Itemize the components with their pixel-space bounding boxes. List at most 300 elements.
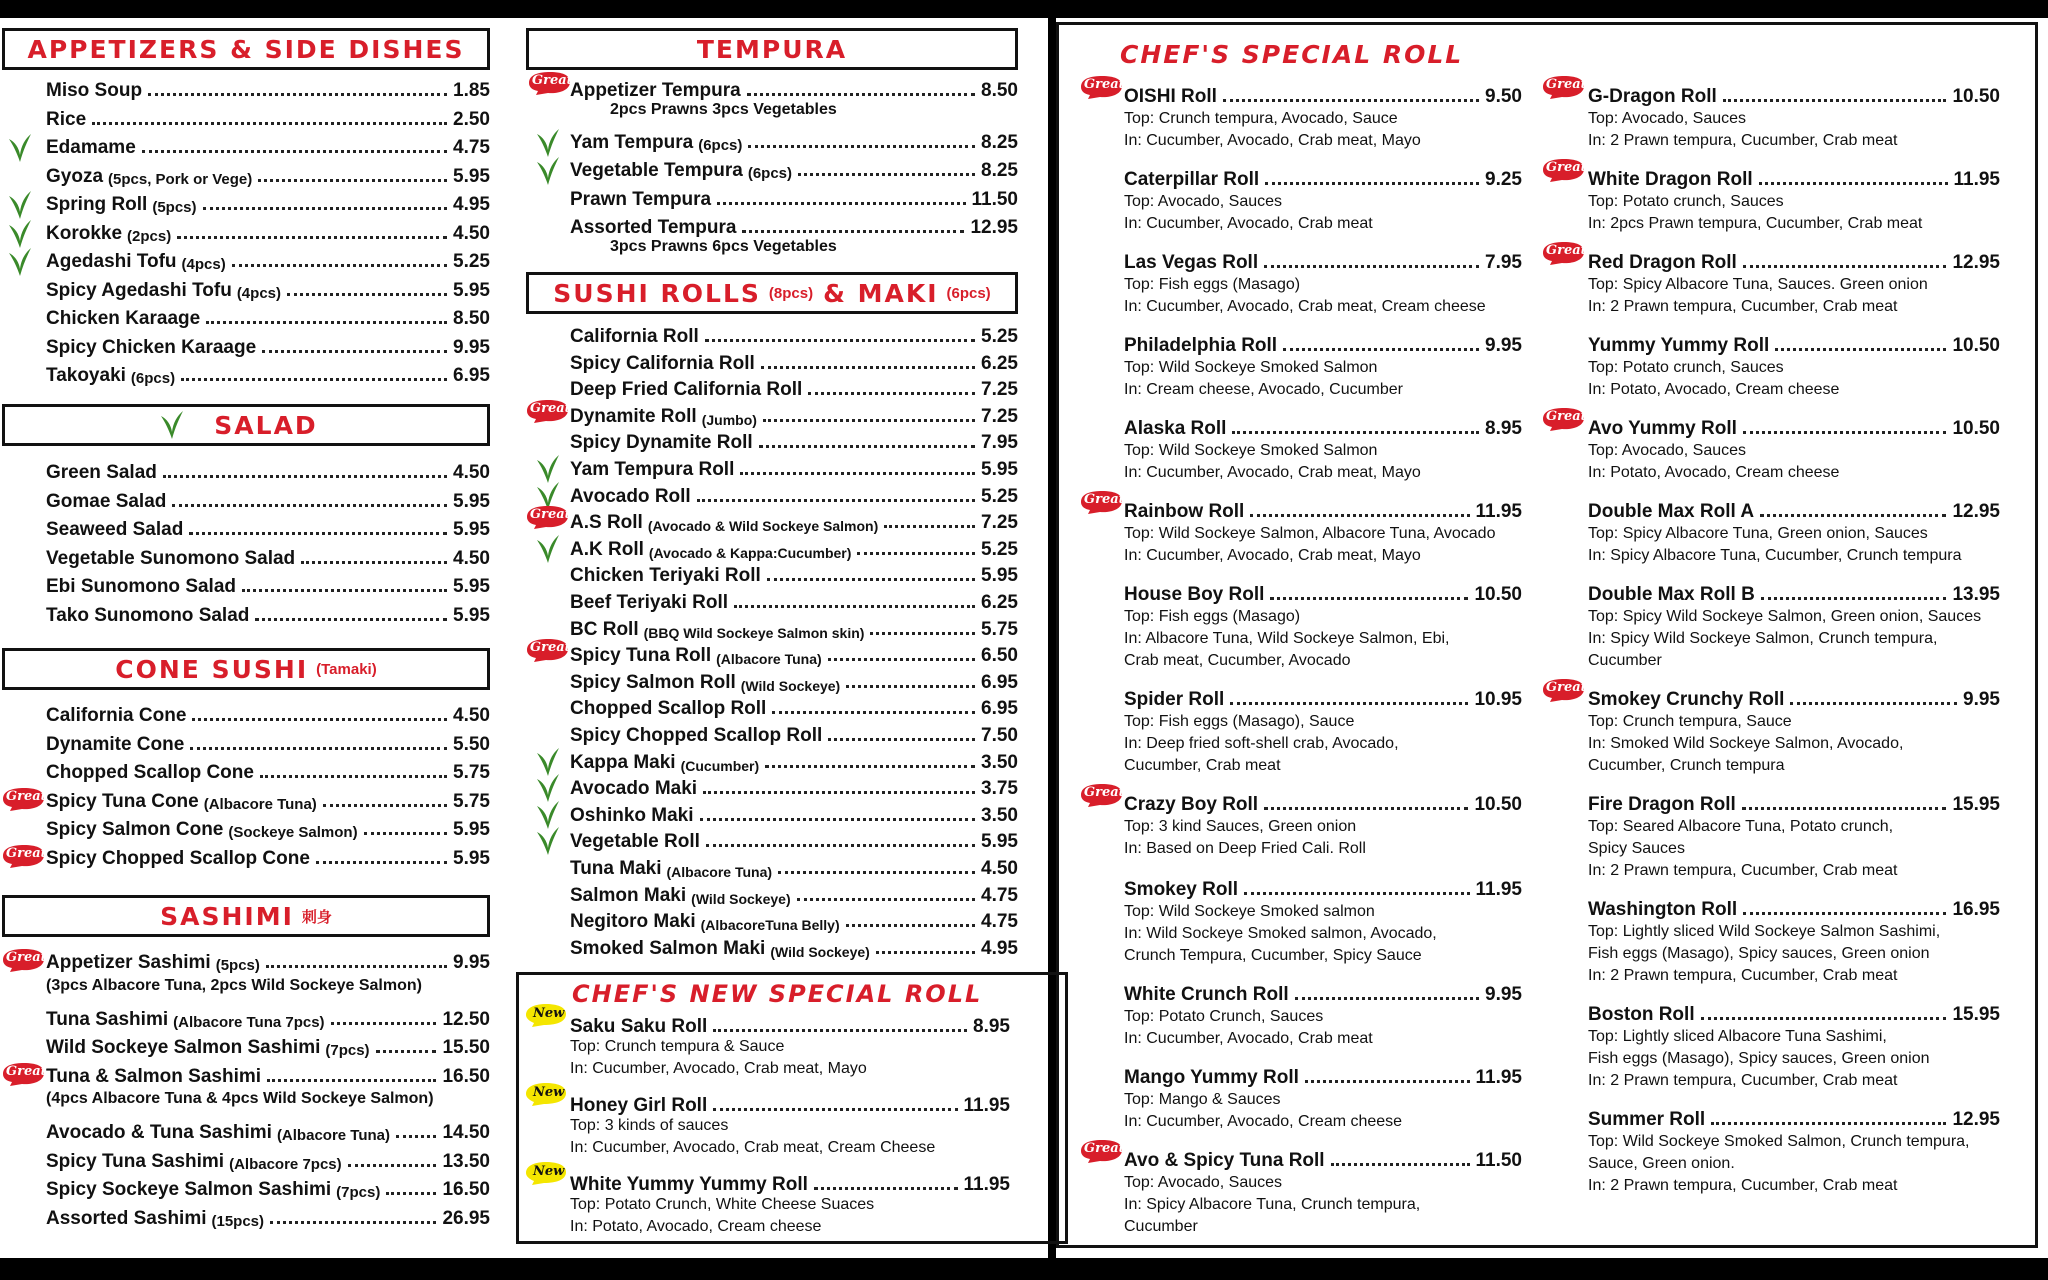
leader-dots — [323, 804, 447, 807]
menu-item — [46, 599, 490, 627]
item-price: 11.95 — [963, 1095, 1010, 1116]
item-filling: Fish eggs (Masago), Spicy sauces, Green onion — [1588, 945, 1930, 962]
item-filling: In: Wild Sockeye Smoked salmon, Avocado, — [1124, 925, 1437, 942]
menu-item — [570, 772, 1018, 800]
item-name: Vegetable Tempura — [570, 160, 743, 181]
item-filling: In: 2 Prawn tempura, Cucumber, Crab meat — [1588, 1177, 1898, 1194]
item-filling: In: 2 Prawn tempura, Cucumber, Crab meat — [1588, 1072, 1898, 1089]
great-badge-label: Great — [530, 400, 571, 416]
leader-dots — [763, 419, 975, 422]
great-badge-icon — [1540, 406, 1586, 432]
sushi-rolls-header — [526, 272, 1018, 314]
great-badge-icon — [1540, 157, 1586, 183]
leader-dots — [1775, 348, 1946, 351]
item-price: 14.50 — [442, 1122, 490, 1143]
leader-dots — [740, 472, 975, 475]
item-price: 12.95 — [1952, 252, 2000, 273]
item-name: Spicy Chopped Scallop Roll — [570, 725, 823, 746]
item-topping: Top: Fish eggs (Masago) — [1124, 276, 1301, 293]
menu-item — [570, 932, 1018, 960]
menu-item — [46, 1145, 490, 1173]
item-price: 5.95 — [453, 519, 490, 540]
item-price: 12.50 — [442, 1008, 490, 1030]
item-name: Crazy Boy Roll — [1124, 794, 1259, 815]
item-name: Oshinko Maki — [570, 804, 694, 826]
menu-item — [46, 245, 490, 273]
menu-item — [46, 946, 490, 974]
leader-dots — [1232, 431, 1479, 434]
item-price: 4.75 — [981, 911, 1018, 933]
great-badge-label: Great — [6, 1063, 47, 1079]
leader-dots — [1223, 99, 1479, 102]
new-badge-label: New — [533, 1164, 565, 1179]
item-name: Spring Roll — [46, 194, 148, 215]
item-price: 13.95 — [1952, 584, 2000, 605]
section-title: SALAD — [214, 410, 318, 440]
special-roll-item — [1124, 788, 1522, 816]
item-note: (5pcs, Pork or Vege) — [108, 170, 253, 188]
menu-item — [570, 559, 1018, 587]
item-filling: In: Cucumber, Avocado, Crab meat — [1124, 215, 1373, 232]
item-name: Tuna Sashimi — [46, 1008, 169, 1030]
leader-dots — [857, 552, 975, 555]
leader-dots — [828, 658, 975, 661]
item-filling: In: Cucumber, Avocado, Crab meat, Mayo — [1124, 464, 1421, 481]
item-filling: Cucumber — [1124, 1218, 1198, 1235]
item-filling: In: Spicy Albacore Tuna, Cucumber, Crunch tempura — [1588, 547, 1962, 564]
leader-dots — [703, 791, 975, 794]
menu-item — [570, 905, 1018, 933]
item-name: Korokke — [46, 222, 123, 244]
item-price: 8.25 — [981, 131, 1018, 153]
item-price: 4.95 — [453, 194, 490, 215]
leader-dots — [190, 747, 447, 750]
menu-item — [570, 183, 1018, 211]
item-filling: In: Smoked Wild Sockeye Salmon, Avocado, — [1588, 735, 1904, 752]
menu-item — [46, 513, 490, 541]
menu-item — [46, 842, 490, 870]
menu-item — [570, 719, 1018, 747]
item-price: 12.95 — [1952, 501, 2000, 522]
great-badge-icon — [1078, 1138, 1124, 1164]
item-note: (Jumbo) — [701, 411, 757, 428]
item-name: Avo Yummy Roll — [1588, 418, 1737, 439]
vegetarian-leaf-icon — [536, 747, 560, 777]
special-roll-item — [1588, 163, 2000, 191]
section-note: & MAKI — [823, 278, 939, 308]
item-filling: In: Spicy Wild Sockeye Salmon, Crunch tempura, — [1588, 630, 1938, 647]
great-badge-label: Great — [1084, 492, 1125, 507]
item-name: Yummy Yummy Roll — [1588, 335, 1770, 356]
item-topping: Top: Crunch tempura, Avocado, Sauce — [1124, 110, 1398, 127]
leader-dots — [242, 589, 447, 592]
great-badge-icon — [1540, 677, 1586, 703]
item-name: Negitoro Maki — [570, 911, 696, 933]
section-title: CONE SUSHI — [115, 654, 309, 684]
menu-item — [570, 746, 1018, 774]
menu-item — [570, 639, 1018, 667]
item-name: Gyoza — [46, 165, 104, 187]
item-note: (Albacore Tuna) — [716, 651, 822, 668]
item-name: Kappa Maki — [570, 751, 676, 773]
item-price: 6.25 — [981, 592, 1018, 613]
special-roll-item — [1588, 1103, 2000, 1131]
item-name: Smokey Crunchy Roll — [1588, 689, 1785, 710]
item-name: Dynamite Roll — [570, 405, 697, 427]
item-filling: In: 2 Prawn tempura, Cucumber, Crab meat — [1588, 132, 1898, 149]
item-price: 10.50 — [1474, 584, 1522, 605]
great-badge-icon — [1540, 240, 1586, 266]
leader-dots — [331, 1022, 437, 1025]
new-badge-label: New — [533, 1006, 565, 1021]
item-note: (Avocado & Wild Sockeye Salmon) — [647, 518, 879, 535]
item-filling: In: Cucumber, Avocado, Crab meat, Cream Cheese — [570, 1139, 936, 1156]
appetizers-header — [2, 28, 490, 70]
menu-item — [46, 274, 490, 302]
great-badge-label: Great — [6, 788, 47, 804]
item-note: (4pcs) — [236, 284, 281, 302]
item-name: Spicy Chopped Scallop Cone — [46, 847, 310, 869]
item-price: 4.75 — [981, 884, 1018, 906]
item-price: 9.95 — [453, 336, 490, 358]
item-name: Appetizer Sashimi — [46, 952, 211, 973]
leader-dots — [376, 1050, 437, 1053]
item-note: (7pcs) — [325, 1042, 370, 1059]
item-name: Chicken Teriyaki Roll — [570, 565, 761, 587]
item-filling: In: Cucumber, Avocado, Crab meat, Mayo — [1124, 547, 1421, 564]
leader-dots — [1701, 1017, 1947, 1020]
item-name: White Dragon Roll — [1588, 169, 1753, 190]
item-price: 16.95 — [1952, 899, 2000, 920]
menu-item — [46, 331, 490, 359]
new-badge-icon — [524, 1081, 568, 1107]
item-note: (Albacore Tuna) — [276, 1127, 391, 1144]
special-roll-item — [1124, 1061, 1522, 1089]
item-filling: In: Potato, Avocado, Cream cheese — [1588, 381, 1840, 398]
leader-dots — [1743, 912, 1946, 915]
item-price: 7.25 — [981, 512, 1018, 534]
item-name: Spicy California Roll — [570, 352, 755, 374]
menu-item — [570, 666, 1018, 694]
menu-item — [46, 1116, 490, 1144]
item-price: 8.25 — [981, 160, 1018, 181]
item-topping: Top: Avocado, Sauces — [1124, 1174, 1283, 1191]
menu-item — [570, 506, 1018, 534]
item-name: California Cone — [46, 705, 187, 726]
item-filling: In: Potato, Avocado, Cream cheese — [570, 1218, 822, 1235]
item-name: Chicken Karaage — [46, 308, 201, 329]
vegetarian-leaf-icon — [536, 800, 560, 830]
leader-dots — [1250, 514, 1469, 517]
item-name: White Crunch Roll — [1124, 984, 1289, 1005]
leader-dots — [364, 832, 447, 835]
item-price: 4.50 — [453, 222, 490, 244]
item-note: (Wild Sockeye) — [740, 677, 841, 694]
item-price: 5.95 — [453, 576, 490, 597]
item-name: Avocado Roll — [570, 485, 691, 507]
item-note: (7pcs) — [336, 1184, 381, 1201]
great-badge-label: Great — [1546, 243, 1587, 258]
item-topping: Top: Wild Sockeye Smoked salmon — [1124, 903, 1375, 920]
item-note: (5pcs) — [215, 957, 260, 974]
item-name: Fire Dragon Roll — [1588, 794, 1736, 815]
item-price: 7.95 — [1485, 252, 1522, 273]
leader-dots — [713, 1108, 957, 1111]
menu-item — [570, 453, 1018, 481]
special-title: CHEF'S SPECIAL ROLL — [1120, 40, 1464, 69]
item-name: Spicy Agedashi Tofu — [46, 279, 232, 301]
section-note: (6pcs) — [946, 284, 991, 302]
leader-dots — [172, 504, 447, 507]
great-badge-label: Great — [1546, 409, 1587, 424]
item-name: Dynamite Cone — [46, 733, 185, 755]
item-name: A.S Roll — [570, 512, 643, 534]
menu-item — [46, 74, 490, 102]
special-roll-item — [1588, 893, 2000, 921]
item-price: 15.50 — [442, 1037, 490, 1058]
item-name: California Roll — [570, 326, 699, 347]
item-filling: In: Deep fried soft-shell crab, Avocado, — [1124, 735, 1399, 752]
new-roll-item — [570, 1089, 1010, 1117]
menu-item — [570, 480, 1018, 508]
menu-item — [570, 692, 1018, 720]
leader-dots — [798, 173, 975, 176]
great-badge-icon — [1540, 74, 1586, 100]
great-badge-icon — [524, 398, 570, 424]
menu-item — [570, 799, 1018, 827]
special-roll-item — [1588, 329, 2000, 357]
item-price: 5.95 — [453, 165, 490, 187]
menu-item — [46, 1173, 490, 1201]
item-price: 5.95 — [453, 279, 490, 301]
leader-dots — [846, 685, 975, 688]
item-name: Spicy Sockeye Salmon Sashimi — [46, 1179, 332, 1200]
item-price: 7.25 — [981, 405, 1018, 427]
leader-dots — [1283, 348, 1479, 351]
new-roll-item — [570, 1010, 1010, 1038]
great-badge-label: Great — [1546, 160, 1587, 175]
leader-dots — [348, 1164, 437, 1167]
leader-dots — [287, 293, 447, 296]
leader-dots — [876, 951, 975, 954]
item-note: (5pcs) — [152, 199, 197, 216]
leader-dots — [192, 718, 447, 721]
item-price: 13.50 — [442, 1150, 490, 1172]
cone-sushi-header — [2, 648, 490, 690]
leader-dots — [765, 765, 975, 768]
tempura-header — [526, 28, 1018, 70]
leader-dots — [267, 1079, 436, 1082]
item-price: 4.50 — [453, 462, 490, 483]
item-topping: Top: 3 kinds of sauces — [570, 1117, 729, 1134]
item-price: 5.95 — [453, 819, 490, 840]
item-price: 4.95 — [981, 937, 1018, 959]
great-badge-icon — [526, 70, 572, 96]
special-roll-item — [1588, 246, 2000, 274]
great-badge-icon — [1078, 782, 1124, 808]
item-note: (AlbacoreTuna Belly) — [700, 917, 840, 934]
item-name: Smoked Salmon Maki — [570, 937, 766, 959]
item-filling: In: Based on Deep Fried Cali. Roll — [1124, 840, 1366, 857]
item-name: Washington Roll — [1588, 899, 1738, 920]
item-name: Yam Tempura Roll — [570, 459, 735, 480]
vegetarian-leaf-icon — [8, 219, 32, 249]
item-name: Prawn Tempura — [570, 188, 712, 210]
great-badge-label: Great — [1084, 785, 1125, 800]
item-price: 6.50 — [981, 645, 1018, 667]
leader-dots — [767, 578, 975, 581]
item-name: Wild Sockeye Salmon Sashimi — [46, 1037, 321, 1058]
item-note: (Albacore Tuna) — [203, 795, 317, 813]
item-name: Beef Teriyaki Roll — [570, 592, 729, 613]
menu-item — [570, 400, 1018, 428]
item-name: BC Roll — [570, 618, 639, 640]
item-filling: In: Potato, Avocado, Cream cheese — [1588, 464, 1840, 481]
great-badge-icon — [524, 637, 570, 663]
item-name: Rice — [46, 108, 87, 130]
special-roll-item — [1124, 873, 1522, 901]
item-name: Agedashi Tofu — [46, 251, 177, 272]
item-price: 15.95 — [1952, 794, 2000, 815]
item-filling: Crunch Tempura, Cucumber, Spicy Sauce — [1124, 947, 1422, 964]
item-price: 3.75 — [981, 778, 1018, 800]
item-name: Vegetable Roll — [570, 831, 700, 853]
item-filling: In: 2 Prawn tempura, Cucumber, Crab meat — [1588, 967, 1898, 984]
item-name: Ebi Sunomono Salad — [46, 576, 237, 597]
item-filling: In: Cucumber, Avocado, Crab meat, Mayo — [570, 1060, 867, 1077]
leader-dots — [1743, 265, 1947, 268]
item-note: (4pcs) — [181, 256, 226, 273]
menu-item — [570, 586, 1018, 614]
menu-item — [570, 533, 1018, 561]
item-topping: Top: Fish eggs (Masago) — [1124, 608, 1301, 625]
leader-dots — [1759, 182, 1948, 185]
leader-dots — [1244, 892, 1469, 895]
vegetarian-leaf-icon — [536, 534, 560, 564]
item-price: 8.50 — [453, 308, 490, 329]
menu-item — [46, 542, 490, 570]
menu-item — [46, 359, 490, 387]
leader-dots — [92, 122, 447, 125]
item-note: (Albacore 7pcs) — [229, 1155, 342, 1173]
item-topping: Top: Potato Crunch, White Cheese Suaces — [570, 1196, 875, 1213]
great-badge-label: Great — [6, 950, 47, 965]
item-note: (6pcs) — [698, 136, 743, 154]
item-topping: Top: Spicy Albacore Tuna, Sauces. Green onion — [1588, 276, 1928, 293]
item-filling: In: Spicy Albacore Tuna, Crunch tempura, — [1124, 1196, 1421, 1213]
section-title: TEMPURA — [696, 34, 848, 64]
item-note: (Cucumber) — [680, 757, 760, 774]
menu-item — [570, 347, 1018, 375]
item-filling: In: Cucumber, Avocado, Crab meat, Mayo — [1124, 132, 1421, 149]
item-detail: 2pcs Prawns 3pcs Vegetables — [610, 100, 837, 118]
leader-dots — [1760, 514, 1946, 517]
leader-dots — [828, 738, 975, 741]
item-name: Salmon Maki — [570, 884, 687, 906]
item-price: 6.25 — [981, 352, 1018, 374]
section-note: (8pcs) — [768, 284, 814, 302]
item-filling: In: Cucumber, Avocado, Crab meat, Cream cheese — [1124, 298, 1486, 315]
item-name: Spicy Dynamite Roll — [570, 432, 753, 454]
leader-dots — [1295, 997, 1479, 1000]
item-filling: In: 2 Prawn tempura, Cucumber, Crab meat — [1588, 298, 1898, 315]
leader-dots — [203, 207, 448, 210]
item-name: Double Max Roll A — [1588, 501, 1755, 522]
menu-item — [570, 126, 1018, 154]
item-filling: Cucumber — [1588, 652, 1662, 669]
item-name: Spicy Salmon Roll — [570, 671, 736, 693]
leader-dots — [697, 499, 975, 502]
item-price: 26.95 — [442, 1207, 490, 1229]
item-filling: In: 2 Prawn tempura, Cucumber, Crab meat — [1588, 862, 1898, 879]
leader-dots — [255, 618, 447, 621]
leader-dots — [1743, 431, 1947, 434]
item-topping: Top: Lightly sliced Albacore Tuna Sashimi, — [1588, 1028, 1887, 1045]
great-badge-label: Great — [1546, 680, 1587, 695]
item-topping: Top: Avocado, Sauces — [1588, 442, 1747, 459]
special-roll-item — [1588, 412, 2000, 440]
item-price: 10.50 — [1952, 86, 2000, 107]
menu-item — [46, 485, 490, 513]
vegetarian-leaf-icon — [8, 247, 32, 277]
item-name: Avo & Spicy Tuna Roll — [1124, 1150, 1325, 1171]
item-price: 5.95 — [981, 831, 1018, 853]
leader-dots — [386, 1192, 436, 1195]
leader-dots — [177, 236, 447, 239]
item-filling: In: 2pcs Prawn tempura, Cucumber, Crab meat — [1588, 215, 1923, 232]
special-roll-item — [1124, 578, 1522, 606]
item-price: 5.50 — [453, 733, 490, 755]
great-badge-label: Great — [1546, 77, 1587, 92]
leader-dots — [748, 145, 975, 148]
menu-item — [570, 373, 1018, 401]
vegetarian-leaf-icon — [536, 454, 560, 484]
item-price: 9.95 — [1963, 689, 2000, 710]
leader-dots — [1790, 702, 1957, 705]
menu-item — [46, 1003, 490, 1031]
item-name: Smokey Roll — [1124, 879, 1239, 900]
leader-dots — [706, 844, 975, 847]
item-filling: Cucumber, Crunch tempura — [1588, 757, 1785, 774]
menu-item — [46, 160, 490, 188]
item-topping: Top: 3 kind Sauces, Green onion — [1124, 818, 1357, 835]
item-topping: Top: Avocado, Sauces — [1124, 193, 1283, 210]
item-filling: Sauce, Green onion. — [1588, 1155, 1735, 1172]
item-topping: Top: Spicy Wild Sockeye Salmon, Green onion, Sauces — [1588, 608, 1982, 625]
item-name: G-Dragon Roll — [1588, 86, 1717, 107]
special-roll-item — [1124, 1144, 1522, 1172]
menu-item — [570, 825, 1018, 853]
item-price: 15.95 — [1952, 1004, 2000, 1025]
item-topping: Top: Spicy Albacore Tuna, Green onion, Sauces — [1588, 525, 1928, 542]
item-name: House Boy Roll — [1124, 584, 1265, 605]
special-roll-item — [1588, 578, 2000, 606]
item-name: Assorted Sashimi — [46, 1207, 207, 1229]
item-name: Vegetable Sunomono Salad — [46, 547, 296, 569]
menu-item — [46, 1031, 490, 1059]
great-badge-label: Great — [530, 640, 571, 656]
leader-dots — [270, 1221, 436, 1224]
leader-dots — [163, 475, 447, 478]
item-price: 5.25 — [453, 251, 490, 272]
menu-item — [46, 813, 490, 841]
item-price: 5.95 — [981, 459, 1018, 480]
item-name: Double Max Roll B — [1588, 584, 1755, 605]
item-name: Chopped Scallop Cone — [46, 762, 254, 783]
item-name: Takoyaki — [46, 365, 126, 386]
item-note: (Albacore Tuna 7pcs) — [173, 1013, 325, 1031]
leader-dots — [266, 965, 447, 968]
